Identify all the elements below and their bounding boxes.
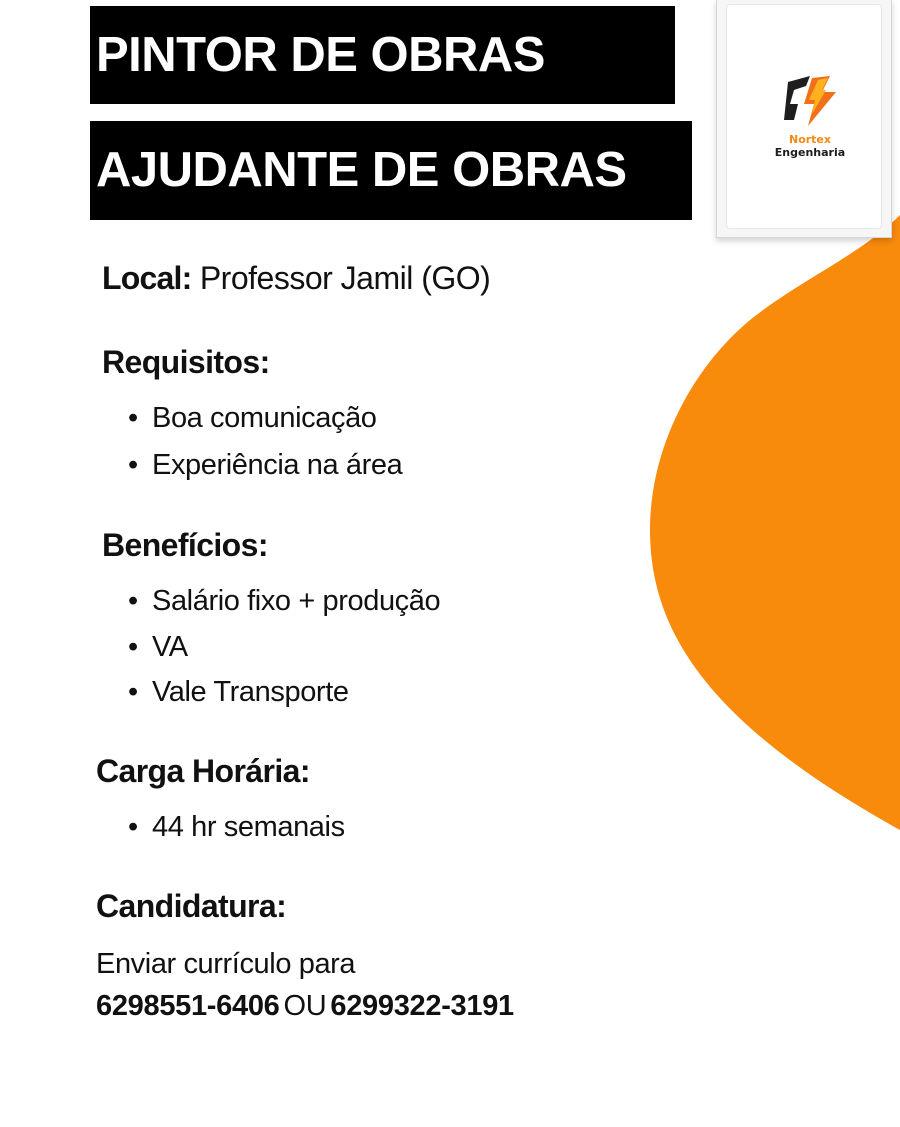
lightning-bolt-logo-icon [782,74,840,128]
job-title-pintor-text: PINTOR DE OBRAS [96,27,545,82]
phone-separator: OU [283,990,327,1022]
list-item [128,402,377,435]
list-item [128,811,345,844]
requisito-text: Experiência na área [152,449,403,481]
local-value: Professor Jamil (GO) [191,260,491,296]
candidatura-instruction: Enviar currículo para [96,948,356,980]
requisitos-heading: Requisitos: [102,344,270,380]
list-item [128,631,188,664]
logo-name-engenharia: Engenharia [774,146,846,159]
local-line [102,260,490,297]
bullet-dot: • [128,449,138,481]
logo-name-nortex: Nortex [788,133,831,146]
beneficio-text: Salário fixo + produção [152,585,441,617]
candidatura-heading: Candidatura: [96,888,287,924]
list-item [128,585,440,618]
carga-text: 44 hr semanais [152,811,345,843]
requisito-text: Boa comunicação [152,402,377,434]
bullet-dot: • [128,585,138,617]
bullet-dot: • [128,676,138,708]
phone-number-1: 6298551-6406 [96,990,280,1022]
job-title-ajudante-text: AJUDANTE DE OBRAS [96,143,627,197]
beneficio-text: Vale Transporte [152,676,349,708]
phone-number-2: 6299322-3191 [330,990,514,1022]
beneficios-heading: Benefícios: [102,527,268,563]
bullet-dot: • [128,811,138,843]
job-title-pintor [90,6,675,104]
local-label: Local: [102,260,192,296]
phone-numbers [96,990,514,1023]
bullet-dot: • [128,402,138,434]
carga-horaria-heading: Carga Horária: [96,753,310,789]
bullet-dot: • [128,631,138,663]
list-item [128,449,402,482]
beneficio-text: VA [152,631,188,663]
job-title-ajudante [90,121,692,220]
list-item [128,676,349,709]
